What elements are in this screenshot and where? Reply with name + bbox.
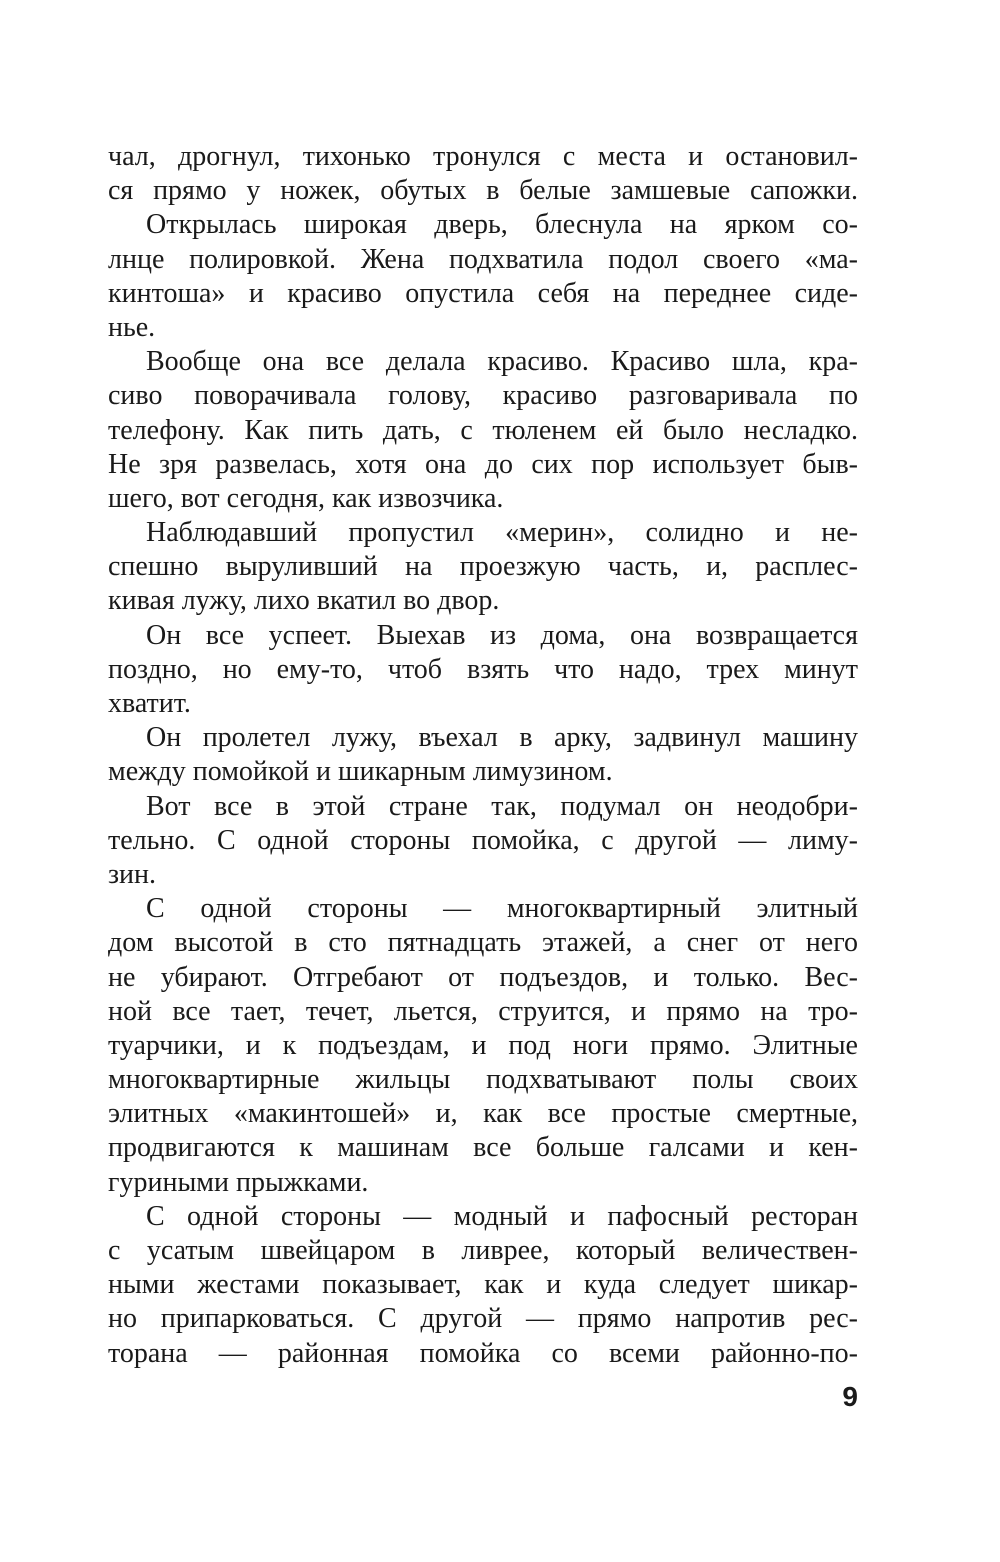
text-line: С одной стороны — модный и пафосный ресторан (146, 1200, 858, 1232)
text-line: поздно, но ему-то, чтоб взять что надо, трех минут (108, 653, 858, 685)
text-line: кивая лужу, лихо вкатил во двор. (108, 585, 500, 617)
text-line: Вот все в этой стране так, подумал он неодобри- (146, 790, 858, 822)
text-line: шего, вот сегодня, как извозчика. (108, 482, 504, 514)
text-line: хватит. (108, 688, 191, 719)
text-line: лнце полировкой. Жена подхватила подол своего «ма- (108, 243, 858, 275)
text-line: не убирают. Отгребают от подъездов, и только. Вес- (108, 961, 858, 993)
text-line: С одной стороны — многоквартирный элитный (146, 893, 858, 925)
text-line: торана — районная помойка со всеми районно-по- (108, 1337, 858, 1369)
text-line: спешно выруливший на проезжую часть, и, расплес- (108, 551, 858, 583)
text-line: Не зря развелась, хотя она до сих пор использует быв- (108, 448, 858, 480)
text-line: между помойкой и шикарным лимузином. (108, 756, 613, 788)
text-line: с усатым швейцаром в ливрее, который величествен- (108, 1235, 858, 1266)
text-line: зин. (108, 858, 157, 890)
text-line: но припарковаться. С другой — прямо напротив рес- (108, 1303, 858, 1335)
text-line: ной все тает, течет, льется, струится, и прямо на тро- (108, 995, 858, 1027)
text-line: многоквартирные жильцы подхватывают полы своих (108, 1064, 858, 1096)
text-line: элитных «макинтошей» и, как все простые смертные, (108, 1098, 858, 1130)
page-number: 9 (842, 1381, 858, 1412)
text-line: Открылась широкая дверь, блеснула на ярком со- (146, 209, 858, 241)
text-line: ся прямо у ножек, обутых в белые замшевые сапожки. (108, 175, 858, 207)
text-line: тельно. С одной стороны помойка, с другой — лиму- (108, 824, 858, 856)
text-line: ными жестами показывает, как и куда следует шикар- (108, 1269, 858, 1301)
body-text (108, 140, 858, 1371)
text-line: чал, дрогнул, тихонько тронулся с места и остановил- (108, 141, 858, 172)
text-line: кинтоша» и красиво опустила себя на переднее сиде- (108, 277, 858, 309)
text-line: Он пролетел лужу, въехал в арку, задвинул машину (146, 722, 858, 754)
text-line: продвигаются к машинам все больше галсами и кен- (108, 1132, 858, 1164)
text-line: гуриными прыжками. (108, 1166, 369, 1198)
text-line: туарчики, и к подъездам, и под ноги прямо. Элитные (108, 1029, 858, 1061)
text-line: телефону. Как пить дать, с тюленем ей было несладко. (108, 414, 858, 446)
text-line: дом высотой в сто пятнадцать этажей, а снег от него (108, 927, 858, 959)
text-line: нье. (108, 311, 156, 343)
text-line: Он все успеет. Выехав из дома, она возвращается (146, 619, 858, 651)
text-line: сиво поворачивала голову, красиво разговаривала по (108, 380, 858, 412)
text-line: Вообще она все делала красиво. Красиво шла, кра- (146, 346, 858, 378)
text-line: Наблюдавший пропустил «мерин», солидно и не- (146, 517, 858, 549)
